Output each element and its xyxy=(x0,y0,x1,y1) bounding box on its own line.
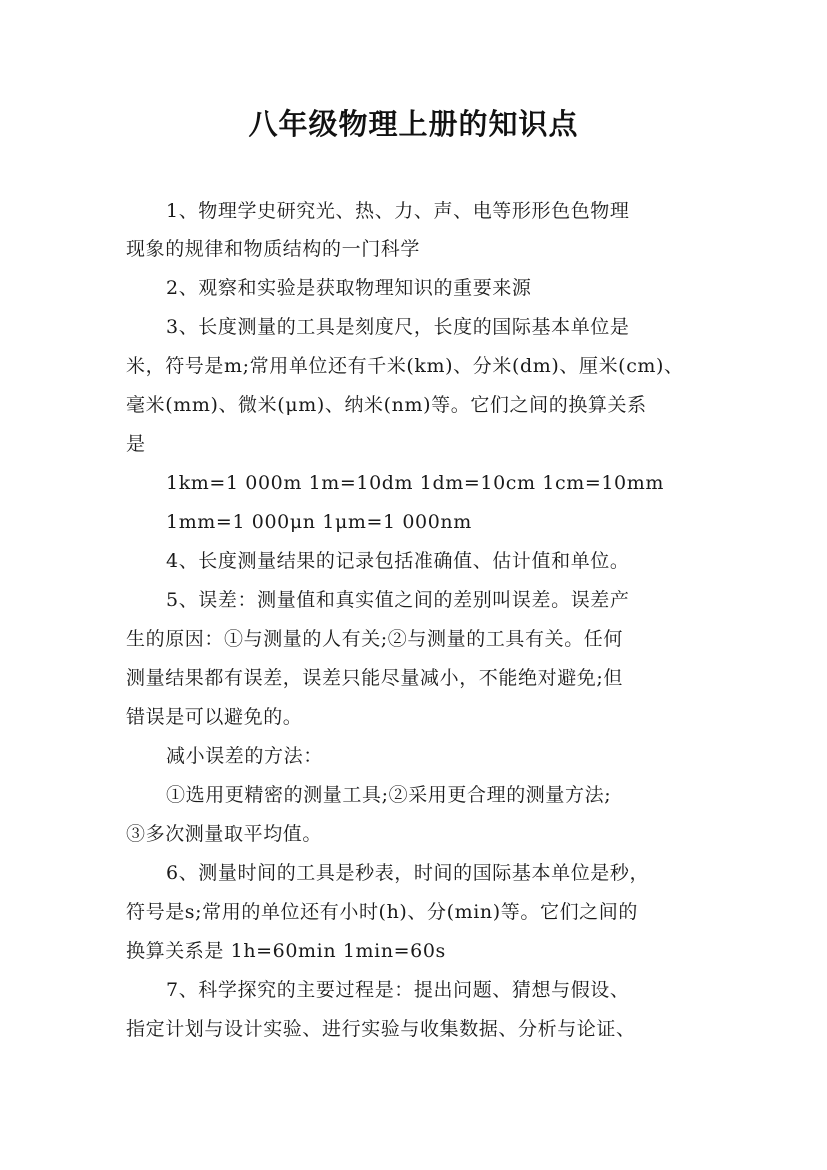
text-line-16: ①选用更精密的测量工具;②采用更合理的测量方法; xyxy=(166,784,612,806)
text-line-19: 符号是s;常用的单位还有小时(h)、分(min)等。它们之间的 xyxy=(126,901,638,923)
text-line-2: 现象的规律和物质结构的一门科学 xyxy=(126,238,421,260)
text-line-5: 米，符号是m;常用单位还有千米(km)、分米(dm)、厘米(cm)、 xyxy=(126,355,684,377)
text-line-3: 2、观察和实验是获取物理知识的重要来源 xyxy=(166,277,532,299)
text-line-11: 5、误差：测量值和真实值之间的差别叫误差。误差产 xyxy=(166,589,630,611)
text-line-22: 指定计划与设计实验、进行实验与收集数据、分析与论证、 xyxy=(126,1018,636,1040)
text-line-12: 生的原因：①与测量的人有关;②与测量的工具有关。任何 xyxy=(126,628,624,650)
text-line-21: 7、科学探究的主要过程是：提出问题、猜想与假设、 xyxy=(166,979,630,1001)
document-title: 八年级物理上册的知识点 xyxy=(248,107,579,141)
text-line-15: 减小误差的方法： xyxy=(166,745,323,767)
text-line-18: 6、测量时间的工具是秒表，时间的国际基本单位是秒， xyxy=(166,862,650,884)
text-line-4: 3、长度测量的工具是刻度尺，长度的国际基本单位是 xyxy=(166,316,630,338)
text-line-17: ③多次测量取平均值。 xyxy=(126,823,323,845)
text-line-7: 是 xyxy=(126,433,146,455)
text-line-20: 换算关系是 1h=60min 1min=60s xyxy=(126,940,446,962)
text-line-13: 测量结果都有误差，误差只能尽量减小，不能绝对避免;但 xyxy=(126,667,624,689)
text-line-10: 4、长度测量结果的记录包括准确值、估计值和单位。 xyxy=(166,550,630,572)
text-line-6: 毫米(mm)、微米(μm)、纳米(nm)等。它们之间的换算关系 xyxy=(126,394,647,416)
text-line-9: 1mm=1 000μn 1μm=1 000nm xyxy=(166,511,472,533)
text-line-14: 错误是可以避免的。 xyxy=(126,706,303,728)
text-line-1: 1、物理学史研究光、热、力、声、电等形形色色物理 xyxy=(166,200,630,222)
text-line-8: 1km=1 000m 1m=10dm 1dm=10cm 1cm=10mm xyxy=(166,472,664,494)
